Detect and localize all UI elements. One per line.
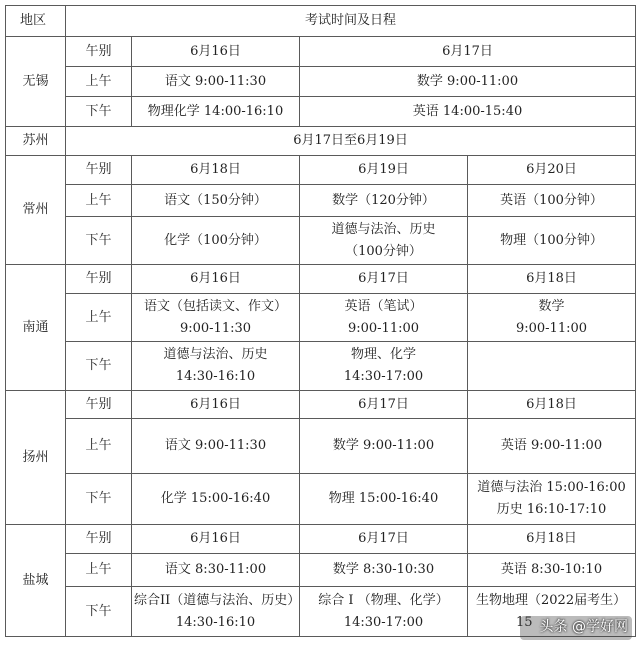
city-changzhou: 常州 (6, 156, 66, 265)
exam-schedule (5, 5, 635, 637)
exam-cell: 英语 9:00-11:00 (468, 419, 636, 474)
changzhou-am-row (6, 185, 636, 217)
period-label: 午别 (66, 525, 132, 554)
exam-cell: 物理（100分钟） (468, 217, 636, 265)
exam-cell: 物理化学 14:00-16:10 (132, 97, 300, 127)
exam-cell: 化学（100分钟） (132, 217, 300, 265)
exam-cell (468, 474, 636, 525)
city-yancheng: 盐城 (6, 525, 66, 637)
exam-subject: 道德与法治、历史 (163, 347, 268, 362)
exam-cell: 英语 14:00-15:40 (300, 97, 636, 127)
exam-subject-time: 历史 16:10-17:10 (496, 502, 607, 517)
am-label: 上午 (66, 294, 132, 342)
exam-cell: 语文 9:00-11:30 (132, 419, 300, 474)
exam-cell (300, 294, 468, 342)
exam-subject: 语文（包括读文、作文） (143, 298, 287, 314)
period-label: 午别 (66, 265, 132, 294)
pm-label: 下午 (66, 474, 132, 525)
yangzhou-am-row (6, 419, 636, 474)
exam-time: 14:30-16:10 (175, 369, 256, 384)
date-cell: 6月17日 (300, 391, 468, 419)
exam-cell: 语文（150分钟） (132, 185, 300, 217)
exam-cell: 数学（120分钟） (300, 185, 468, 217)
yangzhou-pm-row (6, 474, 636, 525)
date-cell: 6月18日 (468, 391, 636, 419)
exam-subject: 生物地理（2022届考生） (476, 592, 627, 608)
date-cell: 6月19日 (300, 156, 468, 185)
exam-time: 14:30-16:10 (175, 614, 256, 630)
exam-schedule-table (5, 5, 636, 637)
exam-time: 14:30-17:00 (343, 369, 424, 384)
city-yangzhou: 扬州 (6, 391, 66, 525)
exam-cell: 物理 15:00-16:40 (300, 474, 468, 525)
header-schedule: 考试时间及日程 (66, 6, 636, 37)
nantong-period-row (6, 265, 636, 294)
date-cell: 6月17日 (300, 37, 636, 67)
period-label: 午别 (66, 156, 132, 185)
wuxi-pm-row (6, 97, 636, 127)
am-label: 上午 (66, 185, 132, 217)
am-label: 上午 (66, 67, 132, 97)
date-cell: 6月18日 (132, 156, 300, 185)
suzhou-row (6, 127, 636, 156)
am-label: 上午 (66, 554, 132, 587)
date-cell: 6月16日 (132, 265, 300, 294)
exam-cell (132, 587, 300, 637)
exam-cell (132, 294, 300, 342)
yancheng-period-row (6, 525, 636, 554)
exam-subject-time: 道德与法治 15:00-16:00 (477, 480, 626, 495)
yancheng-am-row (6, 554, 636, 587)
exam-cell: 英语（100分钟） (468, 185, 636, 217)
exam-cell (300, 342, 468, 391)
period-label: 午别 (66, 391, 132, 419)
wuxi-period-row (6, 37, 636, 67)
exam-cell: 数学 9:00-11:00 (300, 67, 636, 97)
exam-cell: 数学 9:00-11:00 (300, 419, 468, 474)
pm-label: 下午 (66, 587, 132, 637)
exam-cell-empty (468, 342, 636, 391)
nantong-pm-row (6, 342, 636, 391)
date-cell: 6月18日 (468, 265, 636, 294)
watermark-text: 头条 @学好网 (539, 619, 628, 635)
date-cell: 6月20日 (468, 156, 636, 185)
exam-cell (468, 294, 636, 342)
exam-subject: 数学 (538, 298, 565, 314)
exam-time: 14:30-17:00 (343, 614, 424, 630)
changzhou-pm-row (6, 217, 636, 265)
date-cell: 6月18日 (468, 525, 636, 554)
exam-time: 15 (516, 614, 533, 630)
exam-time: 9:00-11:00 (347, 320, 420, 336)
pm-label: 下午 (66, 97, 132, 127)
city-suzhou: 苏州 (6, 127, 66, 156)
exam-duration: （100分钟） (345, 243, 422, 259)
date-cell: 6月16日 (132, 525, 300, 554)
exam-subject: 综合II（道德与法治、历史） (134, 592, 301, 608)
exam-subject: 道德与法治、历史 (331, 221, 436, 237)
exam-time: 9:00-11:30 (179, 320, 252, 336)
exam-cell (300, 587, 468, 637)
exam-subject: 英语（笔试） (344, 298, 423, 314)
exam-cell: 语文 9:00-11:30 (132, 67, 300, 97)
exam-cell: 语文 8:30-11:00 (132, 554, 300, 587)
date-cell: 6月17日 (300, 525, 468, 554)
date-cell: 6月16日 (132, 391, 300, 419)
exam-cell (300, 217, 468, 265)
changzhou-period-row (6, 156, 636, 185)
header-row (6, 6, 636, 37)
exam-cell: 数学 8:30-10:30 (300, 554, 468, 587)
period-label: 午别 (66, 37, 132, 67)
date-range: 6月17日至6月19日 (66, 127, 636, 156)
city-wuxi: 无锡 (6, 37, 66, 127)
header-region: 地区 (6, 6, 66, 37)
am-label: 上午 (66, 419, 132, 474)
date-cell: 6月17日 (300, 265, 468, 294)
date-cell: 6月16日 (132, 37, 300, 67)
city-nantong: 南通 (6, 265, 66, 391)
yangzhou-period-row (6, 391, 636, 419)
exam-cell: 英语 8:30-10:10 (468, 554, 636, 587)
exam-time: 9:00-11:00 (515, 320, 588, 336)
wuxi-am-row (6, 67, 636, 97)
pm-label: 下午 (66, 217, 132, 265)
nantong-am-row (6, 294, 636, 342)
pm-label: 下午 (66, 342, 132, 391)
exam-cell (132, 342, 300, 391)
exam-cell: 化学 15:00-16:40 (132, 474, 300, 525)
exam-subject: 综合 I （物理、化学） (318, 592, 449, 608)
exam-subject: 物理、化学 (350, 347, 416, 362)
